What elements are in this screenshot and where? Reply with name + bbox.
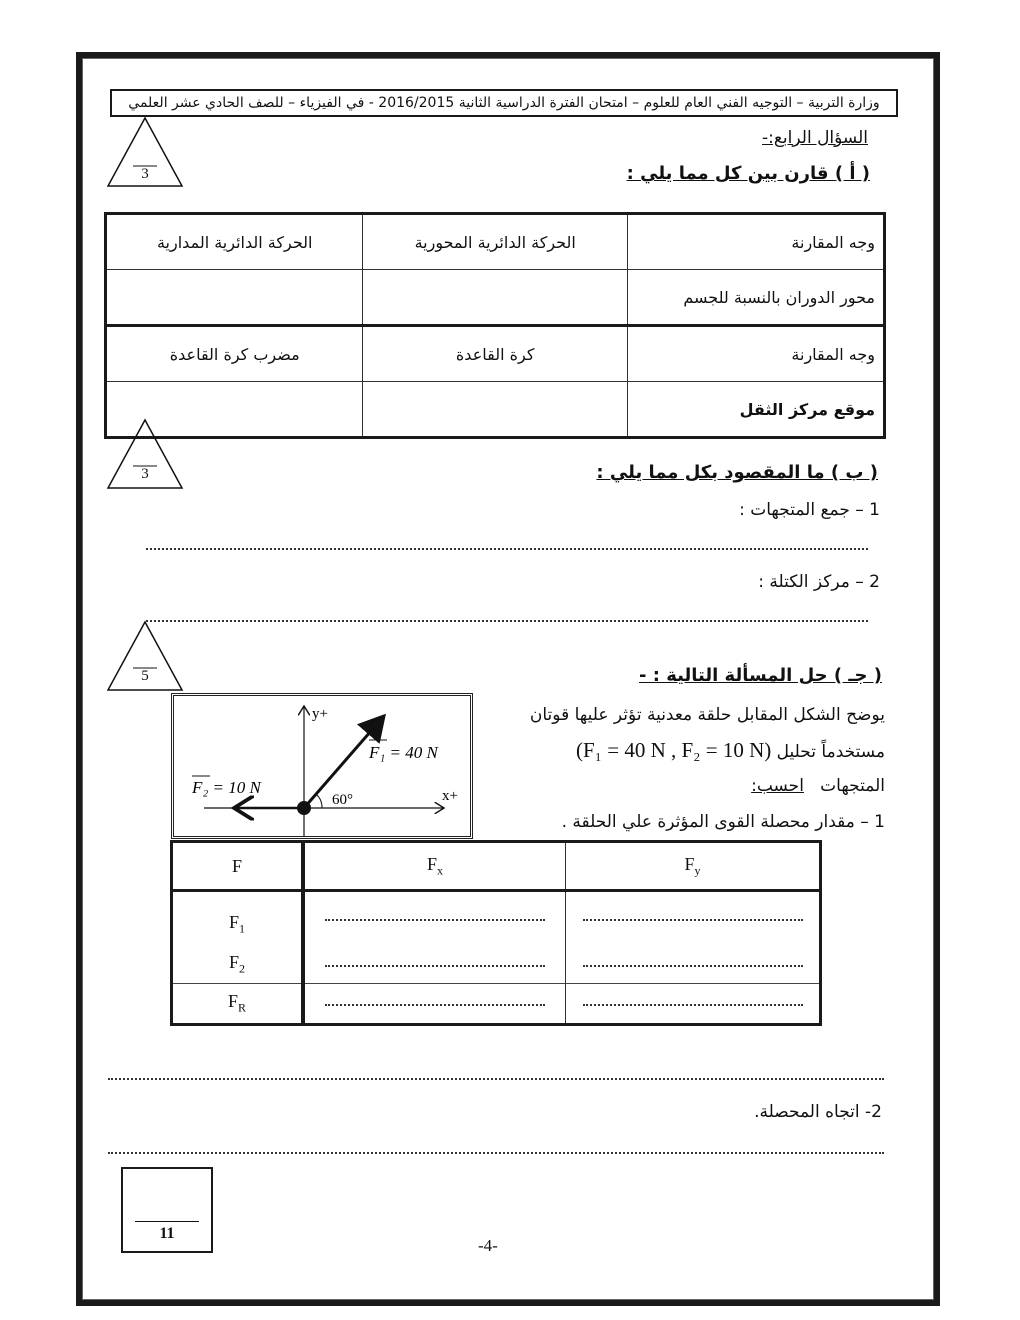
angle-arc (316, 794, 322, 808)
y-axis-label: y+ (312, 706, 328, 722)
score-value: 3 (141, 466, 149, 482)
part-c-heading: ( جـ ) حل المسألة التالية : - (639, 665, 882, 686)
problem-item-1: 1 – مقدار محصلة القوى المؤثرة علي الحلقة . (561, 812, 885, 832)
part-b-heading: ( ب ) ما المقصود بكل مما يلي : (596, 462, 878, 483)
calculate-text: احسب: (751, 776, 804, 796)
header-f: F (172, 842, 304, 891)
score-triangle-c (106, 620, 184, 692)
table-row (106, 382, 885, 438)
force-components-table (170, 840, 822, 1026)
table-cell: الحركة الدائرية المدارية (106, 214, 363, 270)
table-cell: محور الدوران بالنسبة للجسم (627, 270, 884, 326)
table-cell: الحركة الدائرية المحورية (363, 214, 627, 270)
problem-item-2: 2- اتجاه المحصلة. (754, 1102, 882, 1122)
table-header-row (172, 842, 821, 891)
header-fy: $F_y$ (566, 842, 821, 891)
table-cell: موقع مركز الثقل (627, 382, 884, 438)
answer-cell-f2x[interactable] (303, 946, 566, 984)
f2-label: F₂ = 10 N (192, 778, 261, 797)
table-cell: وجه المقارنة (627, 326, 884, 382)
answer-cell-f1x[interactable] (303, 891, 566, 946)
question-title: السؤال الرابع:- (762, 128, 868, 148)
table-cell: وجه المقارنة (627, 214, 884, 270)
answer-line[interactable] (108, 1152, 884, 1154)
table-row (106, 270, 885, 326)
answer-cell-f2y[interactable] (566, 946, 821, 984)
part-a-heading: ( أ ) قارن بين كل مما يلي : (626, 163, 870, 184)
vectors-text: المتجهات (820, 776, 885, 796)
table-row (172, 946, 821, 984)
table-row (172, 984, 821, 1025)
answer-cell-fry[interactable] (566, 984, 821, 1025)
row-label-f1: $F_1$ (172, 891, 304, 946)
force-diagram-svg (174, 696, 470, 836)
table-row (106, 214, 885, 270)
exam-header: وزارة التربية – التوجيه الفني العام للعلوم – امتحان الفترة الدراسية الثانية 2016/2015 - في الفيزياء – للصف الحادي عشر العلمي (110, 89, 898, 117)
ring-point (297, 801, 311, 815)
force-diagram (171, 693, 473, 839)
answer-cell[interactable] (363, 270, 627, 326)
answer-cell-f1y[interactable] (566, 891, 821, 946)
definition-item-2: 2 – مركز الكتلة : (758, 572, 880, 592)
answer-line[interactable] (146, 548, 868, 550)
answer-cell[interactable] (363, 382, 627, 438)
total-score-box (121, 1167, 213, 1253)
row-label-fr: $F_R$ (172, 984, 304, 1025)
row-label-f2: $F_2$ (172, 946, 304, 984)
answer-line[interactable] (108, 1078, 884, 1080)
force-values-formula: (F₁ = 40 N , F₂ = 10 N) (576, 738, 772, 762)
using-analysis-text: مستخدماً تحليل (776, 742, 885, 762)
score-triangle-a (106, 116, 184, 188)
problem-text-line-3 (751, 776, 885, 796)
f1-label: F₁ = 40 N (369, 743, 438, 762)
score-value: 5 (141, 668, 149, 684)
angle-label: 60° (332, 792, 353, 808)
answer-cell-frx[interactable] (303, 984, 566, 1025)
score-divider (135, 1221, 199, 1222)
score-triangle-b (106, 418, 184, 490)
table-cell: كرة القاعدة (363, 326, 627, 382)
comparison-table (104, 212, 886, 439)
problem-text-line-2 (576, 738, 885, 763)
answer-cell[interactable] (106, 270, 363, 326)
table-row (172, 891, 821, 946)
table-cell: مضرب كرة القاعدة (106, 326, 363, 382)
page-number: -4- (478, 1236, 498, 1255)
score-value: 3 (141, 166, 149, 182)
table-row (106, 326, 885, 382)
definition-item-1: 1 – جمع المتجهات : (739, 500, 880, 520)
total-score: 11 (159, 1225, 175, 1242)
answer-line[interactable] (146, 620, 868, 622)
header-fx: $F_x$ (303, 842, 566, 891)
problem-text-line-1: يوضح الشكل المقابل حلقة معدنية تؤثر عليها قوتان (529, 705, 885, 725)
x-axis-label: x+ (442, 788, 458, 804)
